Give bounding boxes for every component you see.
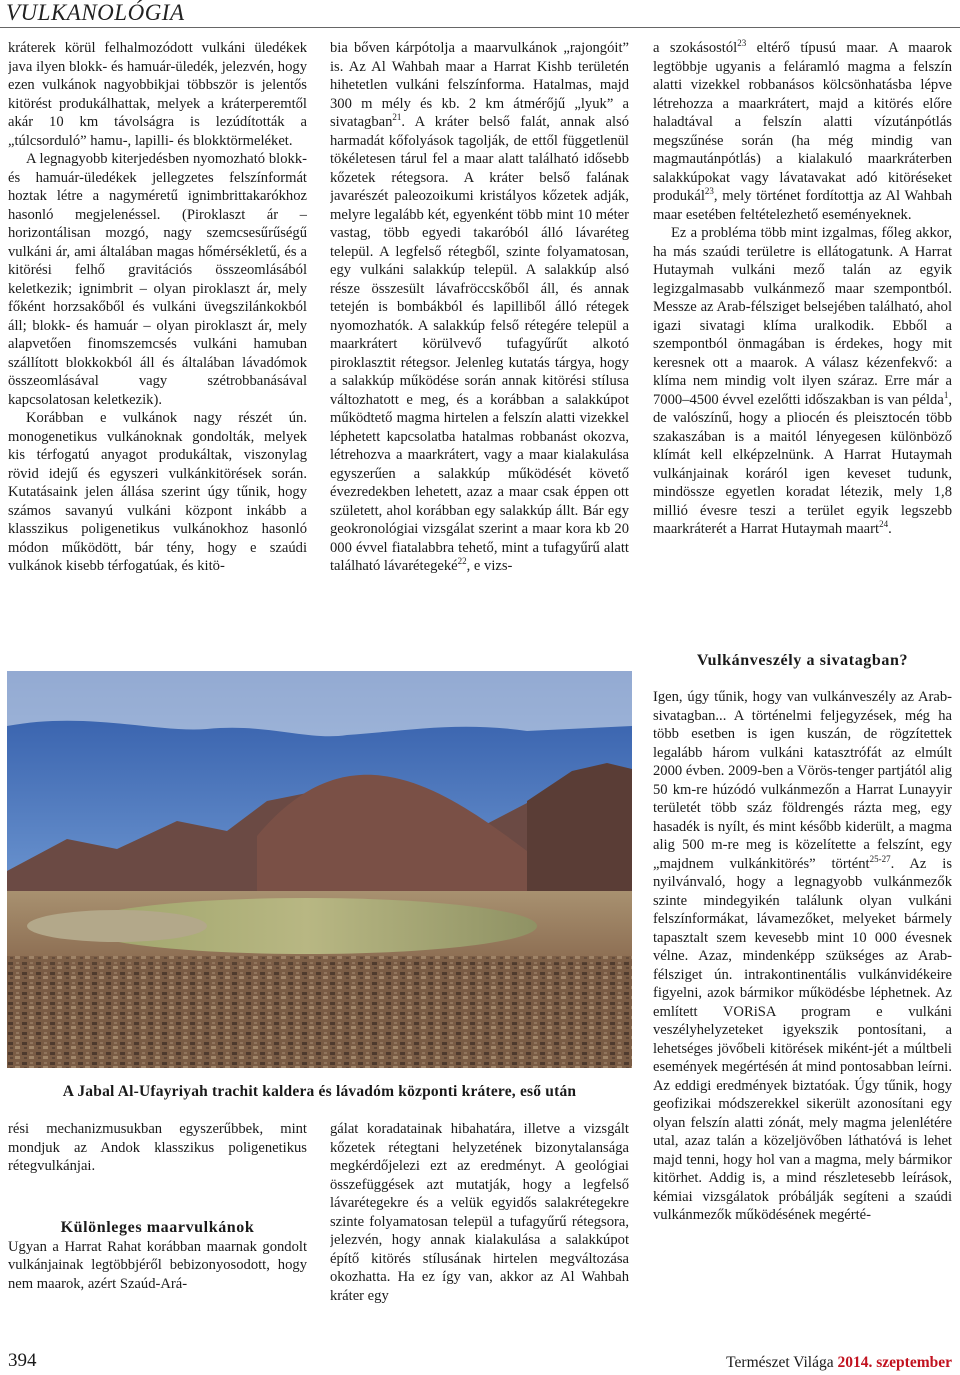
caldera-photo-illustration xyxy=(7,671,632,1068)
paragraph: gálat koradatainak hibahatára, illetve a vizsgált kőzetek rétegtani helyzetének bizonytalansága megkérdőjelezi ezt az eredményt. A geológiai összefüggések azt mutatják, hogy a legfelső lávarétegekre és a velük egyidős salakrétegekre szinte folyamatosan települ a tufagyűrű rétegsora, jelezvén, hogy annak kialakulása a salakkúpot építő kitörés stílusának hirtelen megváltozása okozhatta. Ha ez így van, akkor az Al Wahbah kráter egy xyxy=(330,1121,629,1304)
footnote-ref: 24 xyxy=(879,519,889,530)
paragraph: Ugyan a Harrat Rahat korábban maarnak gondolt vulkánjainak legtöbbjéről bebizonyosodott, hogy nem maarok, azért Szaúd-Ará- xyxy=(8,1238,307,1292)
journal-issue: 2014. szeptember xyxy=(837,1354,952,1371)
subheading-volcano-danger: Vulkánveszély a sivatagban? xyxy=(696,652,909,669)
footnote-ref: 23 xyxy=(704,186,714,197)
photo-caldera xyxy=(7,671,632,1068)
paragraph: a szokásostól$^{23}$ eltérő típusú maar. A maarok legtöbbje ugyanis a feláramló magma a felszín alatti vizekkel robbanásos kölcsönhatásba lépve létrehozza a maarkrátert, majd a kitörés előre haladtával a felszín alatti vízutánpótlás megszűnése során (ha még mindig van magmautánpótlás) a kialakuló maarkráterben salakkúpokat vagy lávatavakat adó kitöréseket produkál$^{23}$, mely történet fordítottja az Al Wahbah maar esetében feltételezhető eseményeknek. xyxy=(653,39,952,223)
footnote-ref: 1 xyxy=(943,389,949,400)
column-3-bottom xyxy=(653,688,952,1318)
paragraph: Igen, úgy tűnik, hogy van vulkánveszély az Arab-sivatagban... A történelmi feljegyzések, még ha több esetben is igen kuszán, de rögzítettek legalább három vulkáni katasztrófát az elmúlt 2000 évben. 2009-ben a Vörös-tenger partjától alig 50 km-re húzódó vulkánmezőn a Harrat Lunayyir területét több száz földrengés rázta meg, egy hasadék is nyílt, és mint később kiderült, a magma alig 500 m-re meg is közelítette a felszínt, egy „majdnem vulkánkitörés” történt$^{25-27}$. Az is nyilvánvaló, hogy a legnagyobb vulkánmezők szinte mindegyikén találunk olyan vulkáni felszínformákat, lávamezőket, melyeket bármely tapasztalt szem kevesebb mint 10 000 évesnek vélne. Azaz, mindenképp szükséges az Arab-félsziget ún. intrakontinentális vulkánvidékeire figyelni, azok bármikor működésbe léphetnek. Az említett VORiSA program e vulkáni veszélyhelyzeteket igyekszik pontosítani, a lehetséges jövőbeli kitörések miként-jét a múltbeli események megértésén át mind pontosabban leírni. Az eddigi eredmények biztatóak. Úgy tűnik, hogy geofizikai módszerekkel sikerült azonosítani egy olyan felszín alatti zónát, mely magma jelenlétére utal, azaz talán a közeljövőben láthatóvá is lehet majd tenni, hogy hol van a magma, mely bármikor kitörhet. Addig is, a mind részletesebb leírások, kémiai vizsgálatok próbálják segíteni a szaúdi vulkánmezők működésének megérté- xyxy=(653,689,952,1223)
footnote-ref: 21 xyxy=(392,112,402,123)
paragraph: kráterek körül felhalmozódott vulkáni üledékek java ilyen blokk- és hamuár-üledék, jelezvén, hogy ezen vulkánok nagyobbikjai többször is jelentős kitörést produkálhattak, melyek a kráterperemtől akár 10 km távolságra is lezúdították a „túlcsorduló” hamu-, lapilli- és blokktörmeléket. xyxy=(8,40,307,149)
photo-caption: A Jabal Al-Ufayriyah trachit kaldera és lávadóm központi krátere, eső után xyxy=(62,1083,577,1100)
paragraph: bia bőven kárpótolja a maarvulkánok „rajongóit” is. Az Al Wahbah maar a Harrat Kishb területén hihetetlen vulkáni felszínforma. Hatalmas, majd 300 m mély és kb. 2 km átmérőjű „lyuk” a sivatagban$^{21}$. A kráter belső falát, annak alsó harmadát kőfolyások tagolják, de ettől függetlenül tökéletesen tárul fel a maar alatt található idősebb kőzetek rétegsora. A kráter belső falának javarészét paleozoikumi kristályos kőzetek adják, melyre legalább két, egyenként több mint 10 méter vastag, több egyedi takaróból álló lávaréteg települ. A legfelső rétegből, szinte folyamatosan, egy vulkáni salakkúp települ. A salakkúp alsó része összesült lávafröccskőből áll, és annak tetején is bombákból és lapilliből álló rétegek nyomozhatók. A salakkúp felső rétegére települ a maarkrátert körülvevő tufagyűrűt alkotó piroklasztit rétegsor. Jelenleg kutatás tárgya, hogy a salakkúp működése során annak kitörési stílusa változhatott e meg, és a korábban a salakkúpot működtető magma hirtelen a felszín alatti vizekkel léphetett kapcsolatba hatalmas robbanást okozva, létrehozva a maarkrátert, vagy a maar kialakulása egyszerűen a salakkúp működését követő évezredekben lehetett, azaz a maar csak éppen ott született, ahol korábban egy salakkúp állt. Bár egy geokronológiai vizsgálat szerint a maar kora kb 20 000 évvel fiatalabbra tehető, mint a tufagyűrű alatt található lávarétegeké$^{22}$, e vizs- xyxy=(330,40,629,574)
column-2-top xyxy=(330,39,629,659)
paragraph: Korábban e vulkánok nagy részét ún. monogenetikus vulkánoknak gondolták, melyek kis térfogatú anyagot produkáltak, viszonylag rövid idejű és egyszeri vulkánkitörések során. Kutatásaink jelen állása szerint úgy tűnik, hogy számos savanyú vulkáni központ inkább a klasszikus poligenetikus vulkánokhoz hasonló módon működött, bár tény, hogy e szaúdi vulkánok kisebb térfogatúak, és kitö- xyxy=(8,410,307,574)
page-header xyxy=(0,0,960,30)
paragraph: A legnagyobb kiterjedésben nyomozható blokk- és hamuár-üledékek jellegzetes felszínformát hoztak létre a nagyméretű ignimbrittakarókhoz hasonló megjelenéssel. (Piroklaszt ár – horizontálisan mozgó, nagy szemcsesűrűségű vulkáni ár, ami általában magas hőmérsékletű, és a kitörési felhő gravitációs összeomlásából keletkezik; ignimbrit – olyan piroklaszt ár, mely főként horzsakőből és vulkáni üvegszilánkokból áll; blokk- és hamuár – olyan piroklaszt ár, mely alapvetően finomszemcsés vulkáni hamuban szállított blokkokból áll és általában lávadómok összeomlásával vagy szétrobbanásával kapcsolatosan keletkezik). xyxy=(8,151,307,408)
journal-name: Természet Világa xyxy=(726,1354,834,1371)
paragraph: Ez a probléma több mint izgalmas, főleg akkor, ha más szaúdi területre is ellátogatunk. A Harrat Hutaymah vulkáni mező talán az egyik legizgalmasabb vulkánmező maar szempontból. Messze az Arab-félsziget belsejében található, ahol igazi sivatagi klíma uralkodik. Ebből a szempontból önmagában is érdekes, hogy mit keresnek ott a maarok. A válasz kézenfekvő: a klíma nem mindig volt ilyen száraz. Erre már a 7000–4500 évvel ezelőtti időszakban is van példa$^1$, de valószínű, hogy a pliocén és pleisztocén több szakaszában is a maitól lényegesen különböző klímát kell elképzelnünk. A Harrat Hutaymah vulkánjainak koráról igen keveset tudunk, mindössze egyetlen koradat létezik, mely 1,8 millió évesre teszi a terület egyik legszebb maarkráterét a Harrat Hutaymah maart$^{24}$. xyxy=(653,225,952,537)
header-rule xyxy=(0,27,960,28)
column-2-bottom xyxy=(330,1120,629,1335)
subheading-special-maar: Különleges maarvulkánok xyxy=(60,1219,255,1236)
column-3-top xyxy=(653,39,952,664)
column-1-top xyxy=(8,39,307,659)
page-number: 394 xyxy=(8,1350,37,1371)
footnote-ref: 23 xyxy=(737,39,747,49)
footnote-ref: 25-27 xyxy=(869,853,891,864)
footnote-ref: 22 xyxy=(457,556,467,567)
section-title: VULKANOLÓGIA xyxy=(6,0,185,25)
paragraph: rési mechanizmusukban egyszerűbbek, mint mondjuk az Andok klasszikus poligenetikus rétegvulkánjai. xyxy=(8,1121,307,1174)
footer-journal xyxy=(726,1354,952,1372)
